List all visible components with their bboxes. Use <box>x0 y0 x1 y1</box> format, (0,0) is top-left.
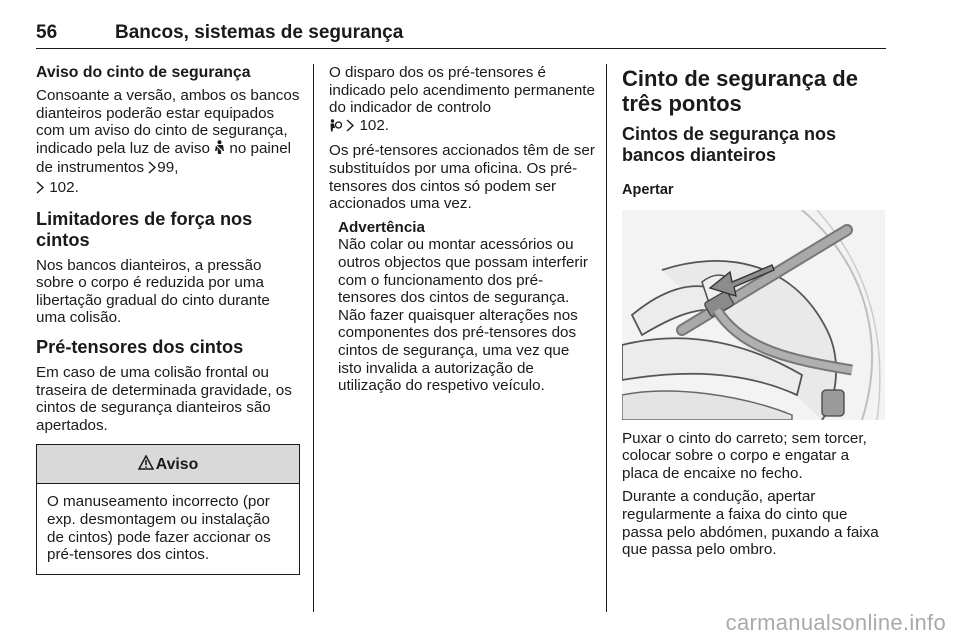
column-3 <box>622 66 886 565</box>
paragraph-fasten-instructions: Puxar o cinto do carreto; sem torcer, colocar sobre o corpo e engatar a placa de encaixe no fecho. <box>622 429 867 482</box>
warning-header <box>37 445 299 484</box>
ref-page-102: 102. <box>49 178 79 196</box>
page-header <box>36 20 886 49</box>
heading-seatbelt-reminder: Aviso do cinto de segurança <box>36 64 251 81</box>
paragraph-trigger <box>329 64 597 136</box>
heading-force-limiters: Limitadores de força nos cintos <box>36 208 253 250</box>
reference-arrow-icon <box>346 119 355 137</box>
page-number: 56 <box>36 22 58 43</box>
warning-body: O manuseamento incorrecto (por exp. desmontagem ou instalação de cintos) pode fazer accionar os pré-tensores dos cintos. <box>47 493 271 564</box>
notice-block <box>329 219 597 395</box>
heading-three-point-belt: Cinto de segurança de três pontos <box>622 66 858 116</box>
column-1 <box>36 64 300 575</box>
paragraph-tighten-instructions: Durante a condução, apertar regularmente a faixa do cinto que passa pelo abdómen, puxando a faixa que passa pelo ombro. <box>622 488 879 559</box>
paragraph-reminder <box>36 87 300 199</box>
reminder-text-b: no painel de instrumentos <box>36 139 292 177</box>
column-divider <box>606 64 607 612</box>
notice-body: Não colar ou montar acessórios ou outros objectos que possam interferir com o funcionamento dos pré-tensores dos cintos de segurança. Não fazer quaisquer alterações nos componentes dos pré-tensores dos cintos de segurança, uma vez que isto invalida a autorização de utilização do respetivo veículo. <box>338 236 588 395</box>
reminder-text-a: Consoante a versão, ambos os bancos dianteiros poderão estar equipados com um aviso do cinto de segurança, indicado pela luz de aviso <box>36 87 300 157</box>
ref-page-102: 102. <box>359 116 390 134</box>
seatbelt-warning-icon <box>214 140 225 160</box>
airbag-indicator-icon <box>329 119 342 137</box>
heading-pretensioners: Pré-tensores dos cintos <box>36 336 244 357</box>
paragraph-limiters: Nos bancos dianteiros, a pressão sobre o corpo é reduzida por uma libertação gradual do cinto durante uma colisão. <box>36 256 270 327</box>
paragraph-pretensioners: Em caso de uma colisão frontal ou traseira de determinada gravidade, os cintos de segurança dianteiros são apertados. <box>36 363 292 434</box>
warning-title: Aviso <box>155 455 199 473</box>
ref-page-99: 99, <box>157 159 179 177</box>
notice-title: Advertência <box>338 218 425 236</box>
warning-triangle-icon <box>138 455 156 475</box>
trigger-text: O disparo dos os pré-tensores é indicado pelo acendimento permanente do indicador de controlo <box>329 64 595 117</box>
column-2 <box>329 64 597 395</box>
subheading-fasten: Apertar <box>622 182 674 198</box>
seatbelt-illustration <box>622 210 885 420</box>
watermark: carmanualsonline.info <box>725 610 946 635</box>
chapter-title: Bancos, sistemas de segurança <box>115 22 404 43</box>
warning-box <box>36 444 300 574</box>
reference-arrow-icon <box>148 161 157 179</box>
reference-arrow-icon <box>36 181 45 199</box>
paragraph-replacement: Os pré-tensores accionados têm de ser substituídos por uma oficina. Os pré-tensores dos cintos só podem ser accionados uma vez. <box>329 142 595 213</box>
heading-front-seat-belts: Cintos de segurança nos bancos dianteiros <box>622 124 837 165</box>
column-divider <box>313 64 314 612</box>
